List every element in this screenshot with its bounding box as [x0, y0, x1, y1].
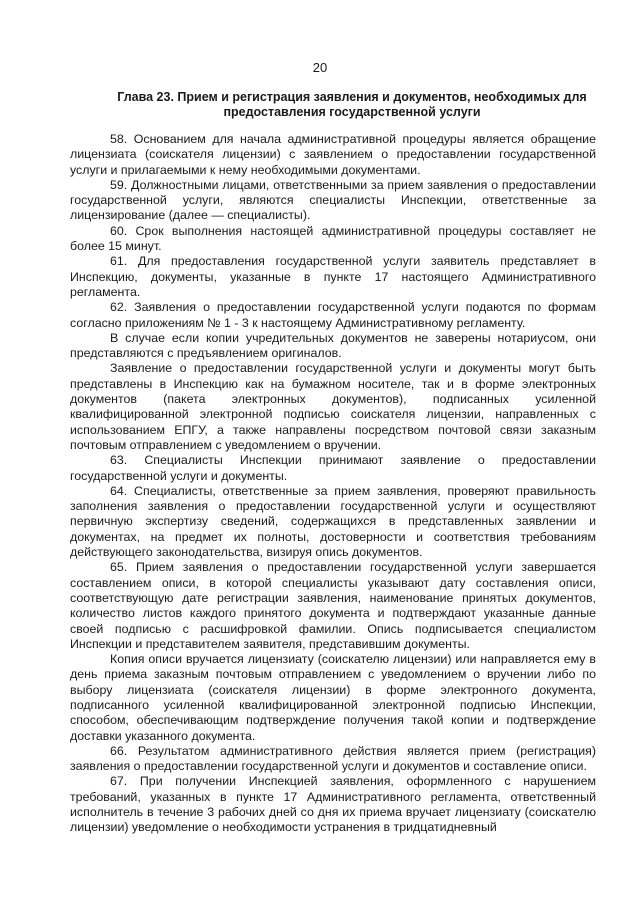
paragraph-62-submission: Заявление о предоставлении государственной услуги и документы могут быть представлены в Инспекцию как на бумажном носителе, так и в форме электронных документов (пакета электронных документов), подписанных усиленной квалифицированной электронной подписью соискателя лицензии, направленных с использованием ЕПГУ, а также направлены посредством почтовой связи заказным почтовым отправлением с уведомлением о вручении.	[70, 361, 596, 452]
document-body	[70, 132, 596, 836]
paragraph-61: 61. Для предоставления государственной услуги заявитель представляет в Инспекцию, документы, указанные в пункте 17 настоящего Административного регламента.	[70, 254, 596, 299]
paragraph-64: 64. Специалисты, ответственные за прием заявления, проверяют правильность заполнения заявления о предоставлении государственной услуги и осуществляют первичную экспертизу сведений, содержащихся в представленных заявлении и документах, на предмет их полноты, достоверности и соответствия требованиям действующего законодательства, визируя опись документов.	[70, 483, 596, 560]
chapter-title: Глава 23. Прием и регистрация заявления и документов, необходимых для предоставления государственной услуги	[117, 90, 587, 119]
paragraph-60: 60. Срок выполнения настоящей административной процедуры составляет не более 15 минут.	[70, 223, 596, 254]
paragraph-58: 58. Основанием для начала административной процедуры является обращение лицензиата (соискателя лицензии) с заявлением о предоставлении государственной услуги и прилагаемыми к нему необходимыми документами.	[70, 132, 596, 177]
page-number: 20	[312, 60, 328, 75]
paragraph-62: 62. Заявления о предоставлении государственной услуги подаются по формам согласно приложениям № 1 - 3 к настоящему Административному регламенту.	[70, 300, 596, 330]
paragraph-65-copy: Копия описи вручается лицензиату (соискателю лицензии) или направляется ему в день приема заказным почтовым отправлением с уведомлением о вручении либо по выбору лицензиата (соискателя лицензии) в форме электронного документа, подписанного усиленной квалифицированной электронной подписью Инспекции, способом, обеспечивающим подтверждение получения такой копии и подтверждение доставки указанного документа.	[70, 652, 596, 743]
paragraph-63: 63. Специалисты Инспекции принимают заявление о предоставлении государственной услуги и документы.	[70, 453, 596, 483]
paragraph-62-copies: В случае если копии учредительных документов не заверены нотариусом, они представляются с предъявлением оригиналов.	[70, 330, 596, 361]
paragraph-67: 67. При получении Инспекцией заявления, оформленного с нарушением требований, указанных в пункте 17 Административного регламента, ответственный исполнитель в течение 3 рабочих дней со дня их приема вручает лицензиату (соискателю лицензии) уведомление о необходимости устранения в тридцатидневный	[70, 774, 596, 835]
paragraph-65: 65. Прием заявления о предоставлении государственной услуги завершается составлением описи, в которой специалисты указывают дату составления описи, соответствующую дате регистрации заявления, наименование принятых документов, количество листов каждого принятого документа и подтверждают указанные данные своей подписью с расшифровкой фамилии. Опись подписывается специалистом Инспекции и представителем заявителя, представившим документы.	[70, 560, 596, 651]
paragraph-59: 59. Должностными лицами, ответственными за прием заявления о предоставлении государственной услуги, являются специалисты Инспекции, ответственные за лицензирование (далее — специалисты).	[70, 177, 596, 223]
paragraph-66: 66. Результатом административного действия является прием (регистрация) заявления о предоставлении государственной услуги и документов и составление описи.	[70, 743, 596, 774]
